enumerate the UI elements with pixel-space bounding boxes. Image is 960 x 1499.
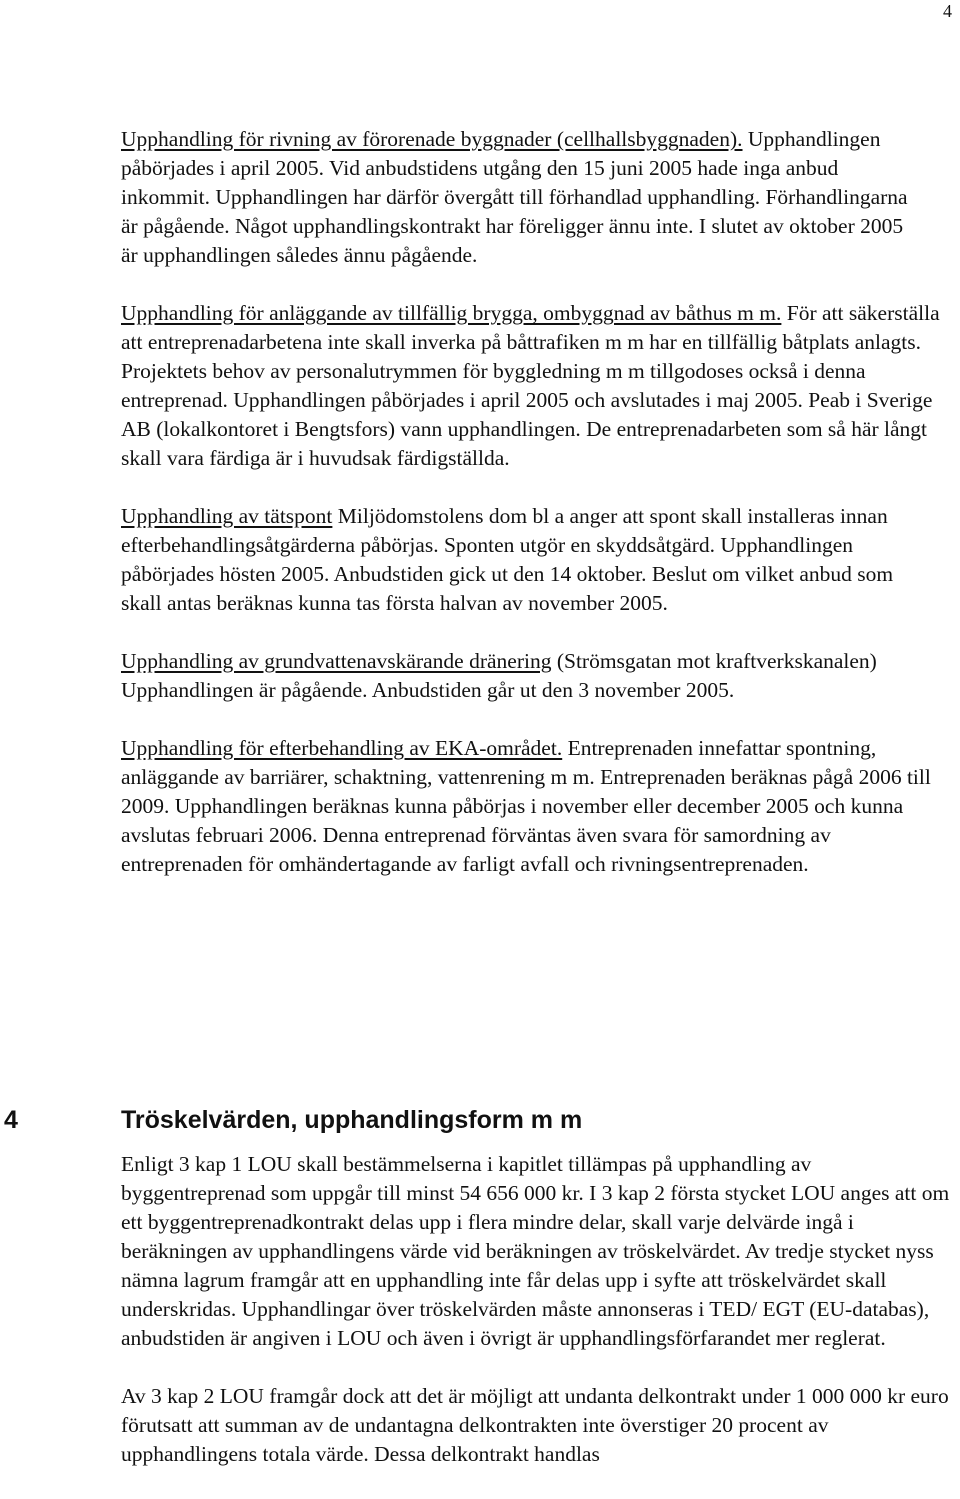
section-paragraph: Enligt 3 kap 1 LOU skall bestämmelserna i kapitlet tillämpas på upphandling av byggentreprenad som uppgår till minst 54 656 000 kr. I 3 kap 2 första stycket LOU anges att om ett byggentreprenadkontrakt delas upp i flera mindre delar, skall varje delvärde ingå i beräkningen av upphandlingens värde vid beräkningen av tröskelvärdet. Av tredje stycket nyss nämna lagrum framgår att en upphandling inte får delas upp i syfte att tröskelvärdet skall underskridas. Upphandlingar över tröskelvärden måste annonseras i TED/ EGT (EU-databas), anbudstiden är angiven i LOU och även i övrigt är upphandlingsförfarandet mer reglerat.: [121, 1152, 950, 1350]
paragraph-text: Miljödomstolens dom bl a anger att spont skall installeras innan efterbehandlingsåtgärderna påbörjas. Sponten utgör en skyddsåtgärd. Upphandlingen påbörjades hösten 2005. Anbudstiden gick ut den 14 oktober. Beslut om vilket anbud som skall antas beräknas kunna tas första halvan av november 2005.: [121, 504, 894, 615]
paragraph-heading: Upphandling för anläggande av tillfällig brygga, ombyggnad av båthus m m.: [121, 301, 782, 325]
paragraph-heading: Upphandling av grundvattenavskärande dränering: [121, 649, 552, 673]
section-title: Tröskelvärden, upphandlingsform m m: [121, 1106, 583, 1134]
paragraph-drainage: [121, 647, 921, 705]
section-heading: [0, 1098, 960, 1142]
paragraph-text: Upphandlingen påbörjades i april 2005. Vid anbudstidens utgång den 15 juni 2005 hade inga anbud inkommit. Upphandlingen har därför övergått till förhandlad upphandling. Förhandlingarna är pågående. Något upphandlingskontrakt har föreligger ännu inte. I slutet av oktober 2005 är upphandlingen således ännu pågående.: [121, 127, 908, 267]
page-number: 4: [943, 1, 952, 21]
paragraph-remediation: [121, 734, 951, 879]
procurement-list: [121, 125, 951, 908]
section-paragraph: Av 3 kap 2 LOU framgår dock att det är möjligt att undanta delkontrakt under 1 000 000 kr euro förutsatt att summan av de undantagna delkontrakten inte överstiger 20 procent av upphandlingens totala värde. Dessa delkontrakt handlas: [121, 1384, 949, 1466]
section-number: 4: [4, 1106, 18, 1134]
paragraph-text: (Strömsgatan mot kraftverkskanalen) Upphandlingen är pågående. Anbudstiden går ut den 3 november 2005.: [121, 649, 877, 702]
section-body: [121, 1150, 951, 1498]
paragraph-text: För att säkerställa att entreprenadarbetena inte skall inverka på båttrafiken m m har en tillfällig båtplats anlagts. Projektets behov av personalutrymmen för byggledning m m tillgodoses också i denna entreprenad. Upphandlingen påbörjades i april 2005 och avslutades i maj 2005. Peab i Sverige AB (lokalkontoret i Bengtsfors) vann upphandlingen. De entreprenadarbeten som så här långt skall vara färdiga är i huvudsak färdigställda.: [121, 301, 940, 470]
paragraph-heading: Upphandling för rivning av förorenade byggnader (cellhallsbyggnaden).: [121, 127, 743, 151]
paragraph-heading: Upphandling av tätspont: [121, 504, 333, 528]
paragraph-jetty: [121, 299, 951, 473]
paragraph-demolition: [121, 125, 921, 270]
paragraph-heading: Upphandling för efterbehandling av EKA-området.: [121, 736, 563, 760]
paragraph-text: Entreprenaden innefattar spontning, anläggande av barriärer, schaktning, vattenrening m m. Entreprenaden beräknas pågå 2006 till 2009. Upphandlingen beräknas kunna påbörjas i november eller december 2005 och kunna avslutas februari 2006. Denna entreprenad förväntas även svara för samordning av entreprenaden för omhändertagande av farligt avfall och rivningsentreprenaden.: [121, 736, 931, 876]
paragraph-sheet-piling: [121, 502, 921, 618]
